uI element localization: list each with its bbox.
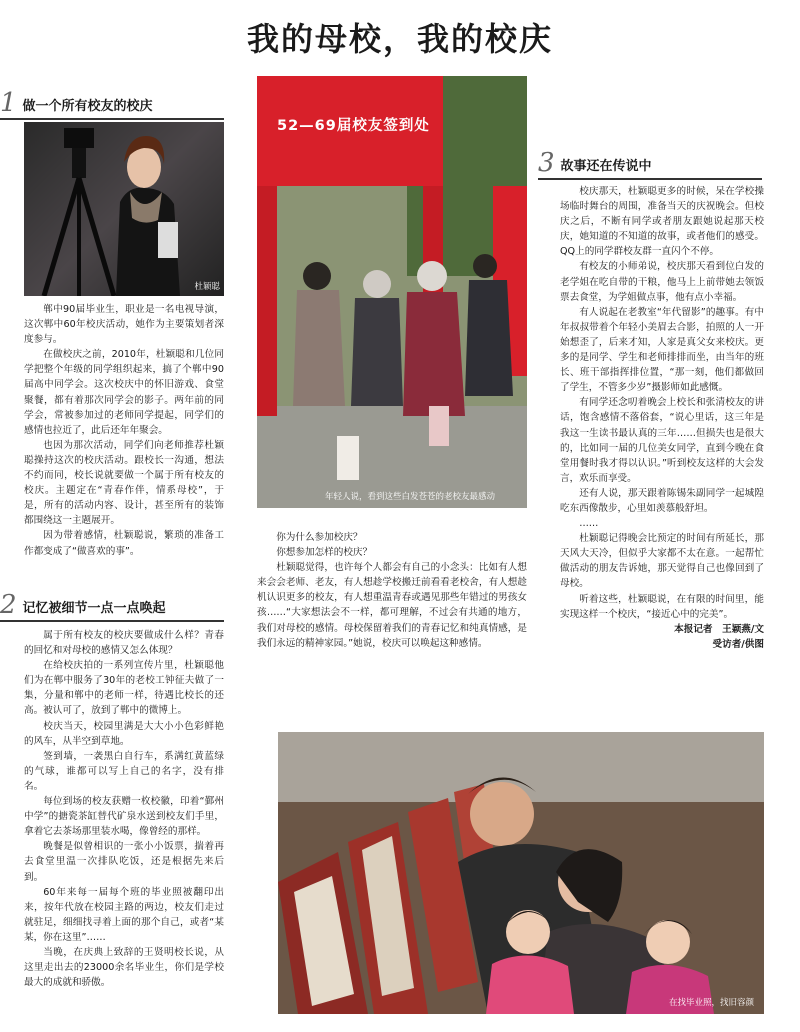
portrait-photo — [24, 122, 224, 296]
section2-title: 记忆被细节一点一点唤起 — [22, 601, 166, 616]
paragraph: 60年来每一届每个班的毕业照被翻印出来，按年代放在校园主路的两边，校友们走过就驻足，细细找寻着上面的那个自己，或者“某某，你在这里”…… — [24, 886, 224, 943]
paragraph: 还有人说，那天跟着陈锡朱副同学一起城隍吃东西像散步，心里如羡慕般舒坦。 — [560, 487, 764, 514]
section1-heading — [0, 90, 224, 120]
paragraph: 杜颖聪记得晚会比预定的时间有所延长，那天风大天冷，但似乎大家都不太在意。一起帮忙做活动的朋友告诉她，那天觉得自己也像回到了母校。 — [560, 533, 764, 590]
section3-title: 故事还在传说中 — [560, 159, 652, 174]
middle-body — [257, 530, 527, 651]
paragraph: 有同学还念叨着晚会上校长和张清校友的讲话，饱含感情不落俗套，“说心里话，这三年是我这一生读书最认真的三年……但损失也是很大的，比如同一届的几位美女同学，直到今晚在食堂用餐时我才得以认识。”听到校友这样的大会发言，欢乐而享受。 — [560, 397, 764, 484]
paragraph: 有人说起在老教室“年代留影”的趣事。有中年叔叔带着个年轻小美眉去合影，拍照的人一开始想歪了，后来才知，人家是真父女来校庆。更多的是同学、学生和老师排排而坐，由当年的班长、班干部指挥排位置，“那一刻，他们都做回了学生，不管多少岁”摄影师如此感慨。 — [560, 306, 764, 394]
paragraph: 也因为那次活动，同学们向老师推荐杜颖聪操持这次的校庆活动。跟校长一沟通，想法不约而同，校长说就要做一个属于所有校友的校庆。主题定在“青春作伴，情系母校”，于是，所有的活动内容、设计，甚至所有的装饰都围绕这一主题展开。 — [24, 439, 224, 527]
author-credit: 本报记者 王颖燕/文 — [674, 623, 764, 635]
section2-body — [24, 628, 224, 990]
paragraph: 校庆那天，杜颖聪更多的时候，呆在学校操场临时舞台的周围，准备当天的庆祝晚会。但校庆之后，不断有同学或者朋友跟她说起那天校庆，她知道的不知道的故事，或者他们的感受。QQ上的同学群校友群一直闪个不停。 — [560, 186, 764, 258]
graduation-photo — [278, 732, 764, 1014]
section1-body — [24, 302, 224, 559]
paragraph: 校庆当天，校园里满是大大小小色彩鲜艳的风车，从半空到草地。 — [24, 720, 224, 747]
section2-heading — [0, 592, 224, 622]
paragraph: 因为带着感情，杜颖聪说，繁琐的准备工作都变成了“做喜欢的事”。 — [24, 530, 224, 557]
paragraph: 晚餐是似曾相识的一张小小饭票，揣着再去食堂里温一次排队吃饭，还是根据先来后到。 — [24, 841, 224, 883]
signin-photo — [257, 76, 527, 508]
paragraph: 签到墙，一袭黑白自行车，系满红黄蓝绿的气球，谁都可以写上自己的名字，没有排名。 — [24, 750, 224, 792]
paragraph: 当晚，在庆典上致辞的王贤明校长说，从这里走出去的23000余名毕业生，你们是学校最大的成就和骄傲。 — [24, 946, 224, 989]
question-2: 你想参加怎样的校庆？ — [276, 547, 373, 559]
photo-credit: 受访者/供图 — [712, 638, 764, 650]
section2-number: 2 — [0, 590, 17, 620]
paragraph: 每位到场的校友获赠一枚校徽，印着“鄞州中学”的搪瓷茶缸替代矿泉水送到校友们手里，拿着它去茶场那里装水喝，像曾经的那样。 — [24, 796, 224, 838]
section1-title: 做一个所有校友的校庆 — [22, 99, 153, 114]
banner-text: 52—69届校友签到处 — [277, 118, 430, 134]
paragraph: 属于所有校友的校庆要做成什么样？青春的回忆和对母校的感情又怎么体现？ — [24, 630, 224, 657]
paragraph: 在做校庆之前，2010年，杜颖聪和几位同学把整个年级的同学组织起来，搞了个郸中90届高中同学会。这次校庆中的怀旧游戏、食堂聚餐，都有着那次同学会的影子。两年前的同学会，常被参加过的老师同学提起，同学们的感情也拉近了，此后还年年聚会。 — [24, 349, 224, 436]
section3-body — [560, 184, 764, 652]
page-title: 我的母校，我的校庆 — [246, 20, 553, 58]
portrait-caption: 杜颖聪 — [194, 282, 220, 292]
section3-heading — [538, 150, 762, 180]
paragraph: …… — [579, 518, 599, 530]
paragraph: 郸中90届毕业生，职业是一名电视导演，这次郸中60年校庆活动，她作为主要策划者深度参与。 — [24, 304, 224, 346]
question-1: 你为什么参加校庆？ — [276, 532, 363, 543]
graduation-photo-caption: 在找毕业照，找旧容颜 — [668, 998, 754, 1008]
paragraph: 听着这些，杜颖聪说，在有限的时间里，能实现这样一个校庆，“接近心中的完美”。 — [560, 593, 764, 620]
section1-number: 1 — [0, 88, 17, 118]
paragraph: 有校友的小师弟说，校庆那天看到位白发的老学姐在吃自带的干粮，他马上上前带她去领饭票去食堂，为学姐做点事，他有点小幸福。 — [560, 261, 764, 303]
section3-number: 3 — [538, 148, 555, 178]
signin-photo-caption: 年轻人说，看到这些白发苍苍的老校友最感动 — [325, 492, 496, 502]
paragraph: 杜颖聪觉得，也许每个人都会有自己的小念头：比如有人想来会会老师、老友，有人想趁学校搬迁前看看老校舍，有人想趁机认识更多的校友，有人想重温青春或遇见那些年错过的男孩女孩……“大家想法会不一样，都可理解，不过会有共通的地方，我们对母校的感情。母校保留着我们的青春记忆和纯真情感，是我们永远的精神家园。”她说，校庆可以唤起这种感情。 — [257, 562, 527, 649]
paragraph: 在给校庆拍的一系列宣传片里，杜颖聪他们为在郸中服务了30年的老校工钟征夫做了一集，分量和郸中的老师一样，待遇比校长的还高。被认可了，放到了郸中的微博上。 — [24, 660, 224, 717]
